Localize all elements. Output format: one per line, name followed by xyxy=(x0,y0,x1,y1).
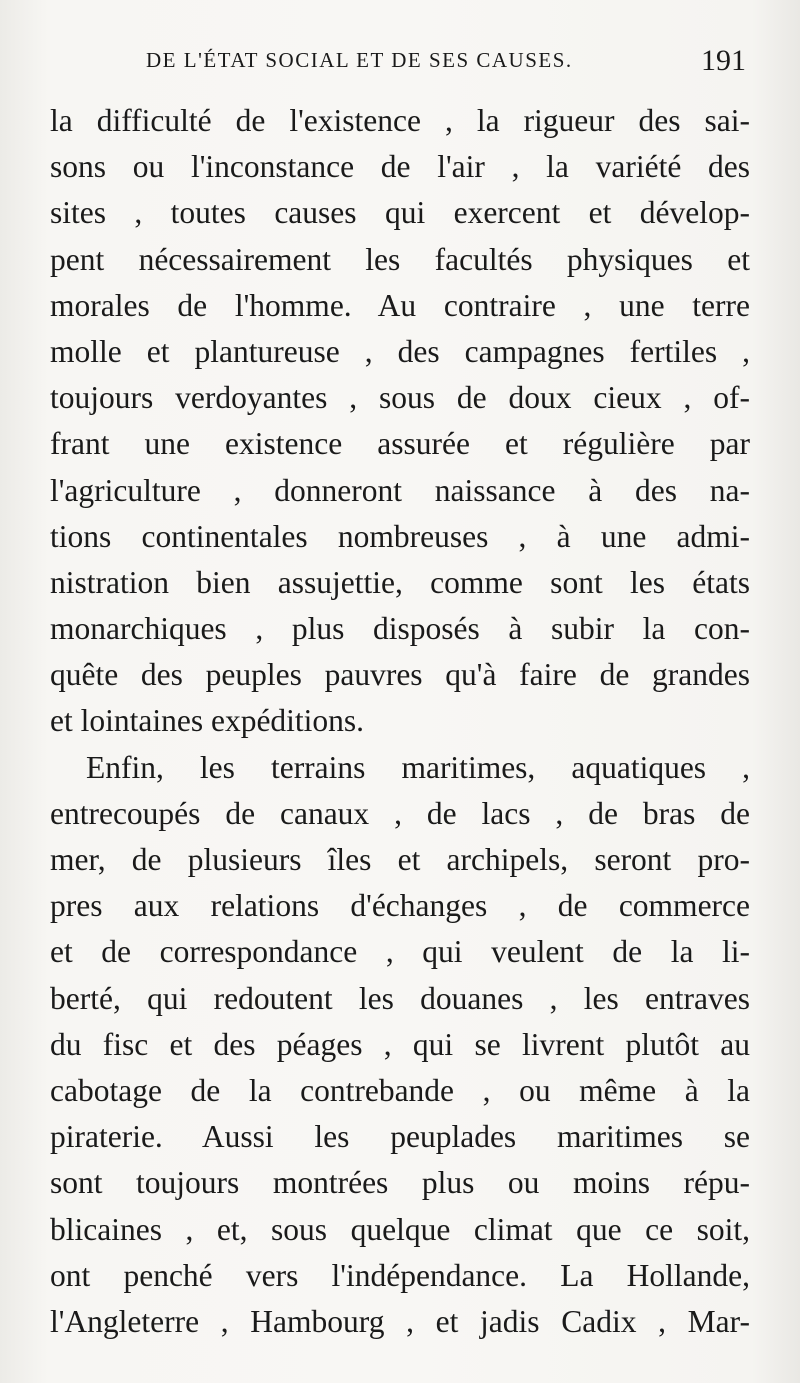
text-line: toujours verdoyantes , sous de doux cieux , of- xyxy=(50,380,750,416)
text-line: entrecoupés de canaux , de lacs , de bras de xyxy=(50,795,750,831)
body-text xyxy=(50,98,750,1345)
text-line: pres aux relations d'échanges , de commerce xyxy=(50,888,750,924)
text-line: sons ou l'inconstance de l'air , la variété des xyxy=(50,149,750,185)
running-title: DE L'ÉTAT SOCIAL ET DE SES CAUSES. xyxy=(146,48,573,72)
text-line: nistration bien assujettie, comme sont les états xyxy=(50,564,750,600)
page-number: 191 xyxy=(701,44,746,77)
running-head xyxy=(146,44,746,80)
text-line: morales de l'homme. Au contraire , une terre xyxy=(50,287,750,323)
text-line: blicaines , et, sous quelque climat que ce soit, xyxy=(50,1211,750,1247)
text-line: sont toujours montrées plus ou moins répu- xyxy=(50,1165,750,1201)
paragraph-first-line: Enfin, les terrains maritimes, aquatiques , xyxy=(86,749,750,785)
text-line: l'Angleterre , Hambourg , et jadis Cadix , Mar- xyxy=(50,1303,750,1339)
text-line: ont penché vers l'indépendance. La Hollande, xyxy=(50,1257,750,1293)
text-line: pent nécessairement les facultés physiques et xyxy=(50,241,750,277)
text-line: et de correspondance , qui veulent de la li- xyxy=(50,934,750,970)
text-line: monarchiques , plus disposés à subir la con- xyxy=(50,611,750,647)
text-line: molle et plantureuse , des campagnes fertiles , xyxy=(50,333,750,369)
text-line: sites , toutes causes qui exercent et dévelop- xyxy=(50,195,750,231)
text-line: berté, qui redoutent les douanes , les entraves xyxy=(50,980,750,1016)
text-line: du fisc et des péages , qui se livrent plutôt au xyxy=(50,1026,750,1062)
paragraph-last-line: et lointaines expéditions. xyxy=(50,703,365,739)
text-line: tions continentales nombreuses , à une admi- xyxy=(50,518,750,554)
text-line: cabotage de la contrebande , ou même à la xyxy=(50,1072,750,1108)
text-line: frant une existence assurée et régulière par xyxy=(50,426,750,462)
text-line: la difficulté de l'existence , la rigueur des sai- xyxy=(50,103,750,138)
text-line: mer, de plusieurs îles et archipels, seront pro- xyxy=(50,842,750,877)
text-line: l'agriculture , donneront naissance à des na- xyxy=(50,472,750,508)
text-line: quête des peuples pauvres qu'à faire de grandes xyxy=(50,657,750,693)
text-line: piraterie. Aussi les peuplades maritimes se xyxy=(50,1119,750,1155)
